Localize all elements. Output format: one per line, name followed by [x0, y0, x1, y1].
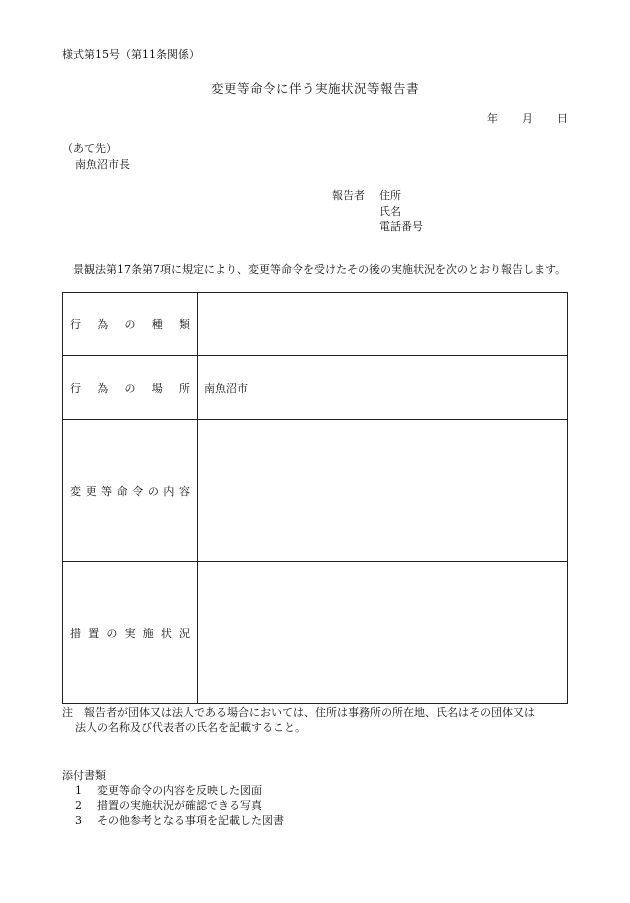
order-content-value[interactable] [198, 420, 568, 562]
table-row [63, 356, 568, 420]
row-label-cell [63, 420, 198, 562]
row-label-cell [63, 562, 198, 704]
attachment-item [75, 797, 262, 813]
reporter-address-label: 住所 [379, 189, 401, 202]
attachment-item [75, 782, 262, 798]
report-table [62, 292, 568, 704]
addressee-label: （あて先） [62, 142, 117, 155]
attachment-text: 措置の実施状況が確認できる写真 [97, 799, 262, 812]
reporter-label: 報告者 [332, 189, 365, 202]
action-location-value[interactable]: 南魚沼市 [198, 356, 568, 420]
attachment-number: 1 [75, 784, 82, 797]
form-number: 様式第15号（第11条関係） [62, 48, 200, 61]
row-label: 行為の種類 [70, 318, 190, 331]
table-row [63, 293, 568, 356]
date-year-label: 年 [487, 112, 498, 125]
row-label: 措置の実施状況 [70, 626, 190, 640]
note-line-2: 法人の名称及び代表者の氏名を記載すること。 [75, 721, 306, 734]
note [62, 705, 572, 735]
attachment-text: 変更等命令の内容を反映した図面 [97, 784, 262, 797]
body-text: 景観法第17条第7項に規定により、変更等命令を受けたその後の実施状況を次のとおり報告します。 [73, 263, 567, 276]
table-row [63, 420, 568, 562]
attachments-heading: 添付書類 [62, 769, 106, 782]
reporter-name-label: 氏名 [379, 205, 401, 218]
attachment-text: その他参考となる事項を記載した図書 [97, 814, 284, 827]
attachment-number: 3 [75, 814, 82, 827]
addressee-name: 南魚沼市長 [75, 158, 130, 171]
table-row [63, 562, 568, 704]
row-label: 行為の場所 [70, 381, 190, 395]
row-label: 変更等命令の内容 [70, 484, 190, 498]
document-title: 変更等命令に伴う実施状況等報告書 [210, 81, 419, 96]
row-label-cell [63, 293, 198, 356]
date-day-label: 日 [557, 112, 568, 125]
action-type-value[interactable] [198, 293, 568, 356]
measures-status-value[interactable] [198, 562, 568, 704]
attachment-item [75, 812, 284, 828]
note-line-1: 注 報告者が団体又は法人である場合においては、住所は事務所の所在地、氏名はその団体又は [62, 706, 535, 719]
reporter-phone-label: 電話番号 [379, 220, 423, 233]
attachment-number: 2 [75, 799, 82, 812]
date-month-label: 月 [522, 112, 533, 125]
row-label-cell [63, 356, 198, 420]
